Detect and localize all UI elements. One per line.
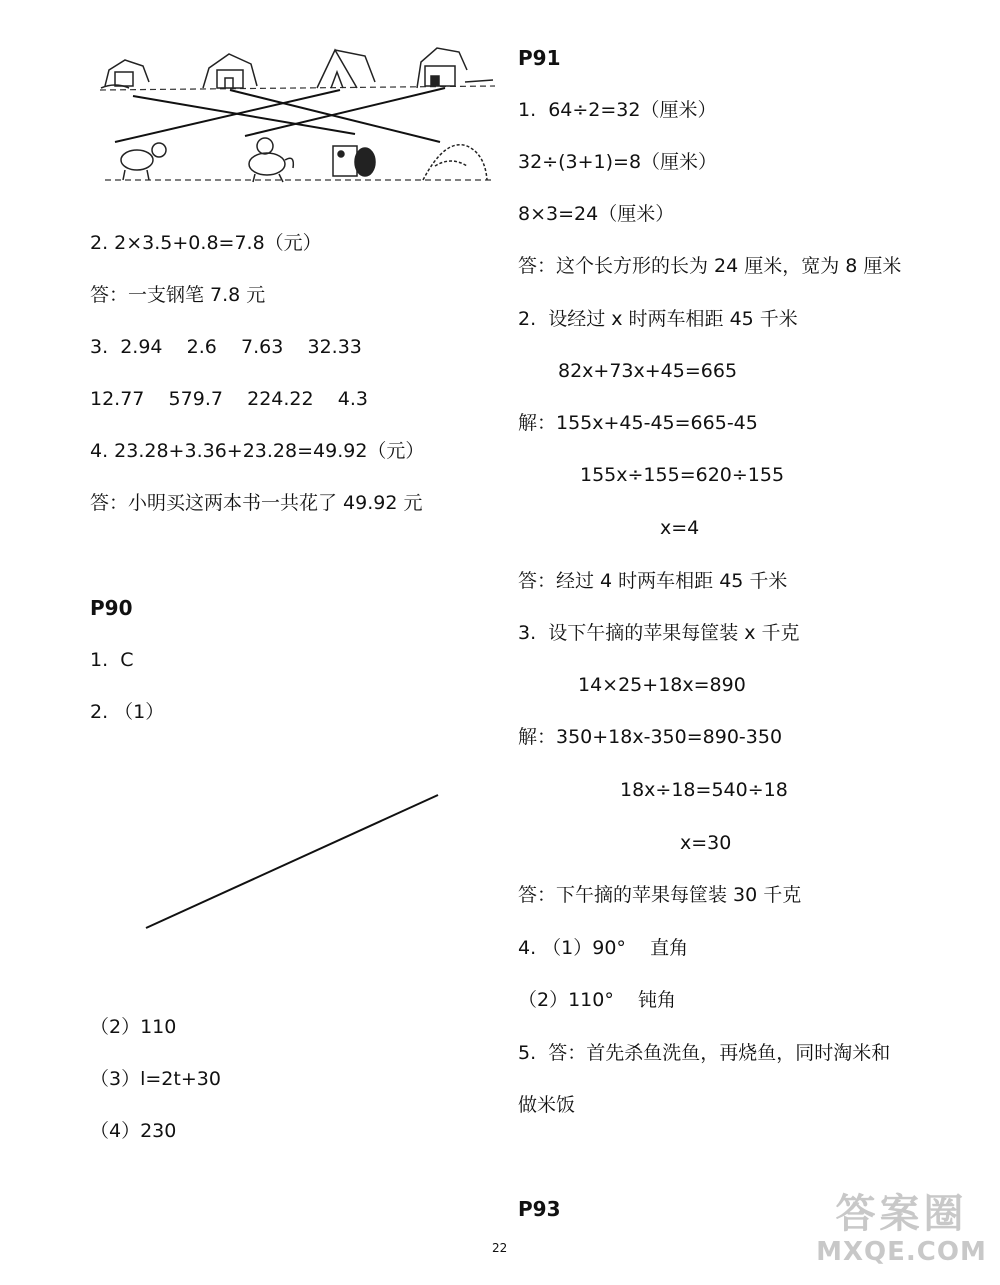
p90-graph-line	[146, 795, 438, 928]
watermark-bottom-text: MXQE.COM	[816, 1237, 987, 1267]
p91-q2-result: x=4	[660, 517, 700, 539]
page-number: 22	[492, 1241, 508, 1255]
animal-3-icon	[333, 146, 375, 176]
p91-q2-equation: 82x+73x+45=665	[558, 360, 738, 382]
animal-4-icon	[423, 145, 487, 180]
p90-heading: P90	[90, 596, 133, 620]
left-q3-row2: 12.77 579.7 224.22 4.3	[90, 388, 368, 410]
animal-2-icon	[249, 138, 293, 182]
p91-q3-equation: 14×25+18x=890	[578, 674, 746, 696]
p91-q2-solve1: 解：155x+45-45=665-45	[518, 412, 758, 434]
p90-q2-part3: （3）l=2t+30	[90, 1068, 221, 1090]
left-q4-answer: 答：小明买这两本书一共花了 49.92 元	[90, 492, 423, 514]
p91-q5-answer-line1: 5. 答：首先杀鱼洗鱼，再烧鱼，同时淘米和	[518, 1042, 891, 1064]
animal-1-icon	[121, 143, 166, 180]
p91-q1-step3: 8×3=24（厘米）	[518, 203, 675, 225]
p91-q4-part1: 4. （1）90° 直角	[518, 937, 689, 959]
left-q2-equation: 2. 2×3.5+0.8=7.8（元）	[90, 232, 322, 254]
p91-q1-answer: 答：这个长方形的长为 24 厘米，宽为 8 厘米	[518, 255, 902, 277]
matching-illustration	[95, 42, 505, 192]
left-q3-row1: 3. 2.94 2.6 7.63 32.33	[90, 336, 362, 358]
watermark-top-text: 答案圈	[835, 1191, 968, 1237]
p91-q4-part2: （2）110° 钝角	[518, 989, 677, 1011]
p91-heading: P91	[518, 46, 561, 70]
p90-q1: 1. C	[90, 649, 134, 671]
left-q4-equation: 4. 23.28+3.36+23.28=49.92（元）	[90, 440, 425, 462]
p90-graph	[140, 790, 445, 935]
left-q2-answer: 答：一支钢笔 7.8 元	[90, 284, 266, 306]
p91-q3-result: x=30	[680, 832, 732, 854]
house-4-icon	[417, 48, 493, 88]
p91-q1-step1: 1. 64÷2=32（厘米）	[518, 99, 717, 121]
p90-q2-part2: （2）110	[90, 1016, 177, 1038]
p91-q2-setup: 2. 设经过 x 时两车相距 45 千米	[518, 308, 798, 330]
house-2-icon	[203, 54, 257, 88]
house-3-icon	[317, 50, 375, 88]
house-1-icon	[101, 60, 149, 88]
p91-q2-solve2: 155x÷155=620÷155	[580, 464, 785, 486]
p91-q3-answer: 答：下午摘的苹果每筐装 30 千克	[518, 884, 802, 906]
p90-q2-part4: （4）230	[90, 1120, 177, 1142]
p91-q3-solve2: 18x÷18=540÷18	[620, 779, 788, 801]
p91-q3-solve1: 解：350+18x-350=890-350	[518, 726, 783, 748]
p91-q3-setup: 3. 设下午摘的苹果每筐装 x 千克	[518, 622, 800, 644]
p90-q2-part1: 2. （1）	[90, 701, 165, 723]
watermark-logo	[809, 1191, 994, 1281]
p93-heading: P93	[518, 1197, 561, 1221]
p91-q2-answer: 答：经过 4 时两车相距 45 千米	[518, 570, 788, 592]
matching-lines	[115, 88, 445, 142]
p91-q5-answer-line2: 做米饭	[518, 1094, 576, 1116]
p91-q1-step2: 32÷(3+1)=8（厘米）	[518, 151, 718, 173]
